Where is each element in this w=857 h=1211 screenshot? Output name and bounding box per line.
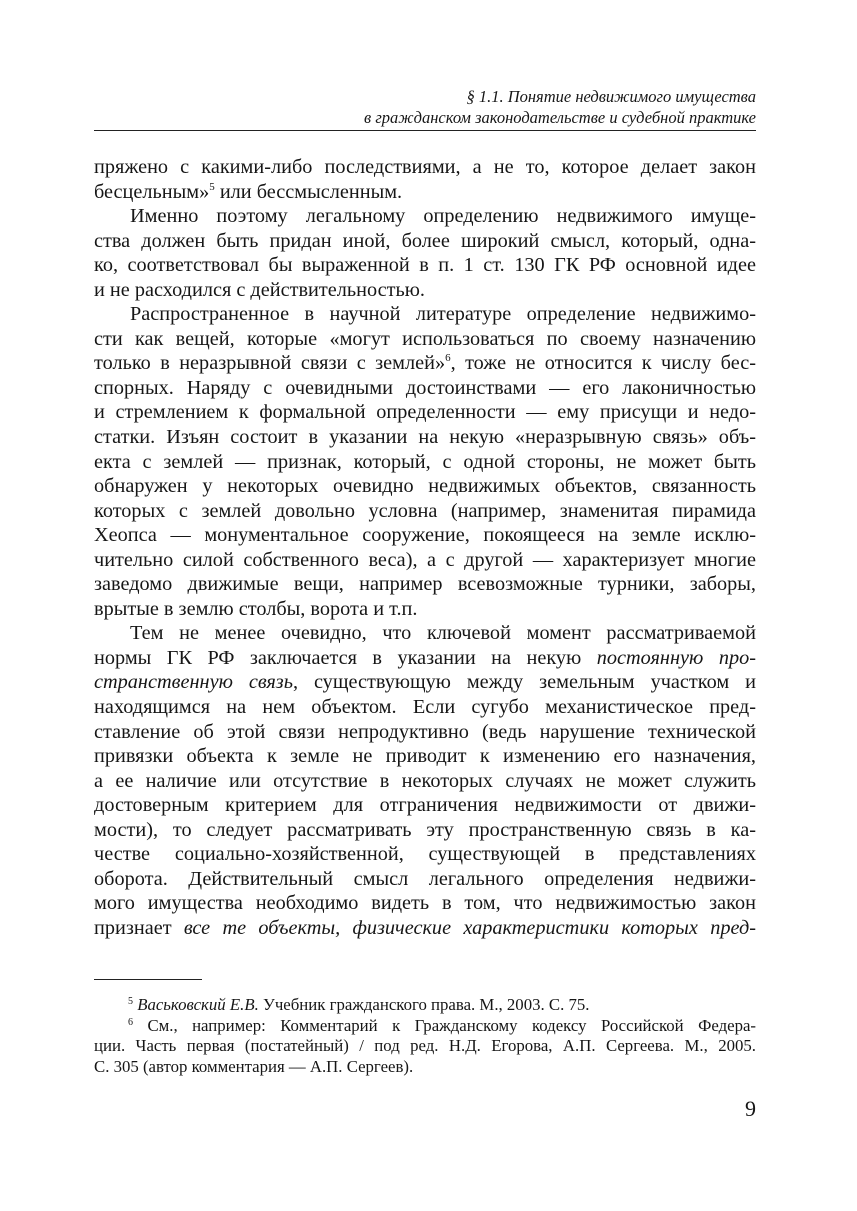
footnote-6-line: ции. Часть первая (постатейный) / под ред. Н.Д. Егорова, А.П. Сергеева. М., 2005. (94, 1036, 756, 1056)
emphasis: постоянную про- (596, 646, 756, 669)
paragraph-start: Тем не менее очевидно, что ключевой момент рассматриваемой (130, 622, 756, 645)
footnote-ref-6: 6 (445, 352, 451, 365)
footnote-6: $^6$ См., например: Комментарий к Гражданскому кодексу Российской Федера- (128, 1015, 756, 1035)
footnote-author: Васьковский Е.В. (137, 995, 259, 1014)
text-line: мости), то следует рассматривать эту пространственную связь в ка- (94, 818, 756, 841)
emphasis: все те объекты, физические характеристики которых пред- (183, 916, 756, 939)
text-line: сти как вещей, которые «могут использоваться по своему назначению (94, 327, 756, 350)
text-line: а ее наличие или отсутствие в некоторых случаях не может служить (94, 769, 756, 792)
page-number: 9 (745, 1096, 756, 1121)
text-line: и не расходился с действительностью. (94, 278, 425, 301)
text-line: нормы ГК РФ заключается в указании на некую постоянную про- (94, 646, 756, 669)
text-line: ко, соответствовал бы выраженной в п. 1 ст. 130 ГК РФ основной идее (94, 254, 756, 277)
text-line: ства должен быть придан иной, более широкий смысл, который, одна- (94, 229, 756, 252)
text-line: оборота. Действительный смысл легального определения недвижи- (94, 867, 756, 890)
text-line: достоверным критерием для отграничения недвижимости от движи- (94, 794, 756, 817)
text-line: признает все те объекты, физические характеристики которых пред- (94, 916, 756, 939)
footnote-divider (94, 979, 202, 980)
footnote-5: $^5$ Васьковский Е.В. Учебник гражданского права. М., 2003. С. 75. (128, 995, 590, 1014)
text-line: обнаружен у некоторых очевидно недвижимых объектов, связанность (94, 475, 756, 498)
text-line: мого имущества необходимо видеть в том, что недвижимостью закон (94, 892, 756, 915)
text-line: екта с землей — признак, который, с одной стороны, не может быть (94, 450, 756, 473)
header-divider (94, 130, 756, 131)
footnote-number: 5 (128, 996, 133, 1007)
text-line: честве социально-хозяйственной, существующей в представлениях (94, 843, 756, 866)
text-line: пряжено с какими-либо последствиями, а не то, которое делает закон (94, 156, 756, 178)
text-line: странственную связь, существующую между земельным участком и (94, 671, 756, 694)
main-text (94, 155, 756, 941)
text-line: находящимся на нем объектом. Если сугубо механистическое пред- (94, 696, 756, 719)
text-line: врытые в землю столбы, ворота и т.п. (94, 597, 418, 620)
footnote-ref-5: 5 (209, 180, 215, 193)
text-line: чительно силой собственного веса), а с другой — характеризует многие (94, 548, 756, 571)
text-line: бесцельным»$^5$ или бессмысленным. (94, 180, 403, 203)
footnote-6-line: С. 305 (автор комментария — А.П. Сергеев). (94, 1056, 414, 1076)
text-line: и стремлением к формальной определенности — ему присущи и недо- (94, 401, 756, 424)
emphasis: странственную связь (94, 671, 293, 694)
text-line: которых с землей довольно условна (например, знаменитая пирамида (94, 499, 756, 522)
running-header (94, 86, 756, 128)
text-line: ставление об этой связи непродуктивно (ведь нарушение технической (94, 720, 756, 743)
paragraph-start: Именно поэтому легальному определению недвижимого имуще- (130, 205, 756, 228)
paragraph-start: Распространенное в научной литературе определение недвижимо- (130, 303, 756, 326)
text-line: только в неразрывной связи с землей»$^6$, тоже не относится к числу бес- (94, 352, 756, 375)
text-line: заведомо движимые вещи, например всевозможные турники, заборы, (94, 573, 756, 596)
text-line: статки. Изъян состоит в указании на некую «неразрывную связь» объ- (94, 426, 756, 449)
footnotes (94, 995, 756, 1077)
text-line: привязки объекта к земле не приводит к изменению его назначения, (94, 745, 756, 768)
running-header-line-1: § 1.1. Понятие недвижимого имущества (466, 87, 756, 106)
text-line: Хеопса — монументальное сооружение, покоящееся на земле исклю- (94, 524, 756, 547)
text-line: спорных. Наряду с очевидными достоинствами — его лаконичностью (94, 376, 756, 399)
running-header-line-2: в гражданском законодательстве и судебной практике (364, 108, 756, 127)
footnote-number: 6 (128, 1016, 133, 1028)
